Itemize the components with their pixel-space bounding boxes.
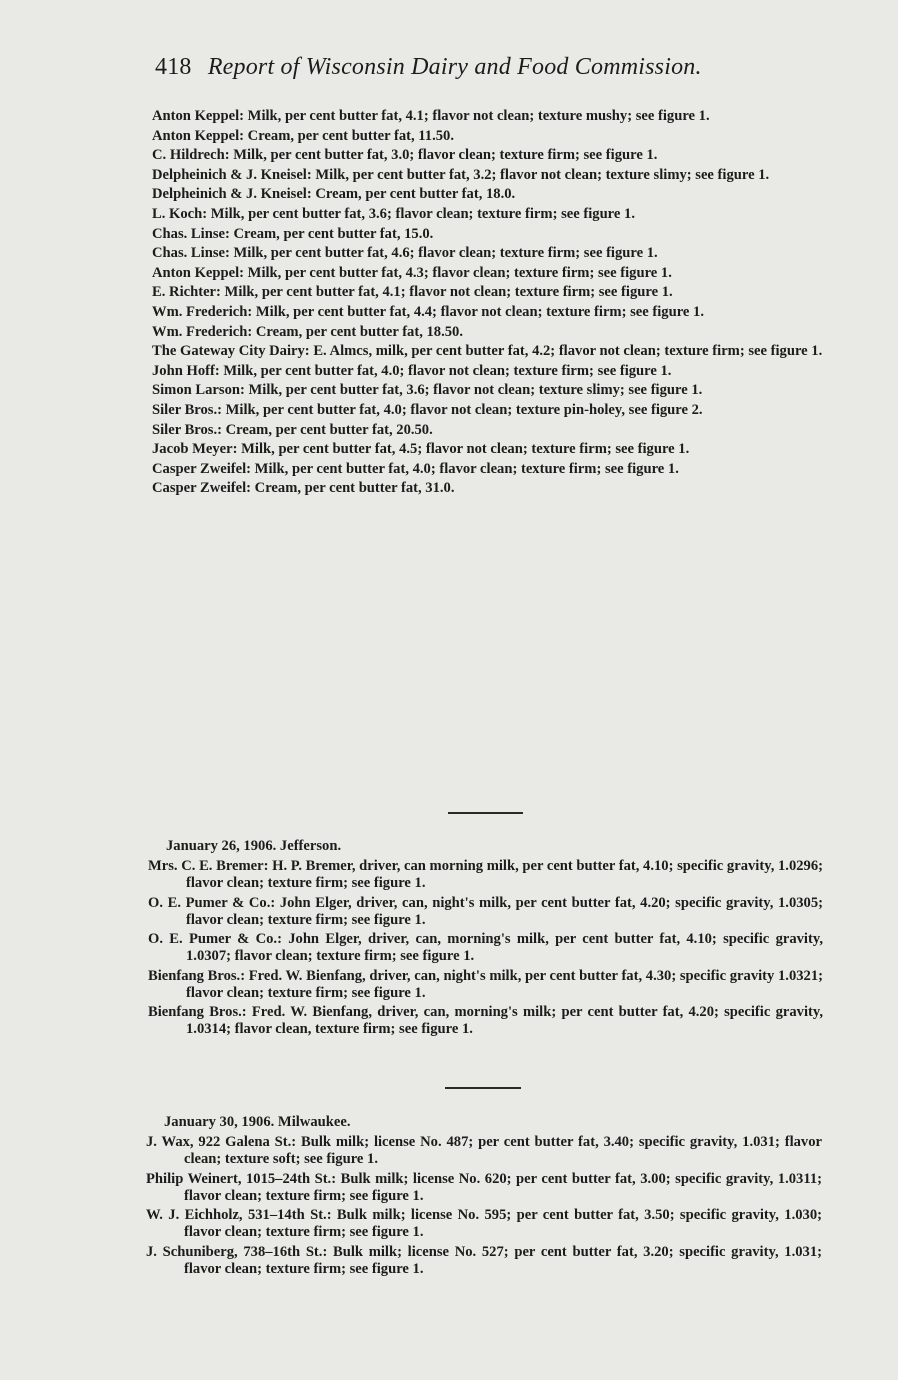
entry: Wm. Frederich: Cream, per cent butter fat, 18.50. [152, 323, 463, 340]
page-number: 418 [155, 54, 192, 80]
section-1 [152, 108, 824, 500]
entry: Jacob Meyer: Milk, per cent butter fat, 4.5; flavor not clean; texture firm; see figure 1. [152, 441, 690, 458]
entry: J. Wax, 922 Galena St.: Bulk milk; license No. 487; per cent butter fat, 3.40; specific gravity, 1.031; flavor clean; texture soft; see figure 1. [146, 1134, 822, 1167]
entry: Casper Zweifel: Cream, per cent butter fat, 31.0. [152, 480, 455, 497]
section-3 [146, 1114, 822, 1280]
entry: W. J. Eichholz, 531–14th St.: Bulk milk; license No. 595; per cent butter fat, 3.50; specific gravity, 1.030; flavor clean; texture firm; see figure 1. [146, 1207, 822, 1241]
entry: Casper Zweifel: Milk, per cent butter fat, 4.0; flavor clean; texture firm; see figure 1. [152, 460, 679, 477]
section-date: January 26, 1906. Jefferson. [166, 838, 342, 854]
section-2 [148, 838, 823, 1041]
entry: Delpheinich & J. Kneisel: Cream, per cent butter fat, 18.0. [152, 186, 516, 203]
section-divider [448, 812, 523, 814]
entry: L. Koch: Milk, per cent butter fat, 3.6; flavor clean; texture firm; see figure 1. [152, 205, 635, 222]
entry: John Hoff: Milk, per cent butter fat, 4.0; flavor not clean; texture firm; see figure 1. [152, 362, 672, 379]
section-divider [445, 1087, 521, 1089]
entry: Siler Bros.: Cream, per cent butter fat, 20.50. [152, 421, 433, 438]
entry: Chas. Linse: Cream, per cent butter fat, 15.0. [152, 225, 434, 242]
entry: Siler Bros.: Milk, per cent butter fat, 4.0; flavor not clean; texture pin-holey, see figure 2. [152, 401, 703, 418]
entry: Philip Weinert, 1015–24th St.: Bulk milk; license No. 620; per cent butter fat, 3.00; specific gravity, 1.0311; flavor clean; texture firm; see figure 1. [146, 1170, 822, 1204]
entry: O. E. Pumer & Co.: John Elger, driver, can, night's milk, per cent butter fat, 4.20; specific gravity, 1.0305; flavor clean; texture firm; see figure 1. [148, 894, 823, 928]
entry: O. E. Pumer & Co.: John Elger, driver, can, morning's milk, per cent butter fat, 4.10; specific gravity, 1.0307; flavor clean; texture firm; see figure 1. [148, 931, 823, 965]
entry: Delpheinich & J. Kneisel: Milk, per cent butter fat, 3.2; flavor not clean; texture slimy; see figure 1. [152, 166, 770, 183]
entry: Chas. Linse: Milk, per cent butter fat, 4.6; flavor clean; texture firm; see figure 1. [152, 245, 658, 262]
entry: Wm. Frederich: Milk, per cent butter fat, 4.4; flavor not clean; texture firm; see figure 1. [152, 303, 704, 320]
entry: Anton Keppel: Milk, per cent butter fat, 4.3; flavor clean; texture firm; see figure 1. [152, 264, 672, 281]
page-header [155, 54, 702, 81]
section-date: January 30, 1906. Milwaukee. [164, 1114, 351, 1130]
entry: Bienfang Bros.: Fred. W. Bienfang, driver, can, morning's milk; per cent butter fat, 4.20; specific gravity, 1.0314; flavor clean, texture firm; see figure 1. [148, 1004, 823, 1038]
entry: Bienfang Bros.: Fred. W. Bienfang, driver, can, night's milk, per cent butter fat, 4.30; specific gravity 1.0321; flavor clean; texture firm; see figure 1. [148, 967, 823, 1001]
entry: C. Hildrech: Milk, per cent butter fat, 3.0; flavor clean; texture firm; see figure 1. [152, 147, 658, 164]
entry: Mrs. C. E. Bremer: H. P. Bremer, driver, can morning milk, per cent butter fat, 4.10; specific gravity, 1.0296; flavor clean; texture firm; see figure 1. [148, 858, 823, 891]
entry: E. Richter: Milk, per cent butter fat, 4.1; flavor not clean; texture firm; see figure 1. [152, 284, 673, 301]
entry: J. Schuniberg, 738–16th St.: Bulk milk; license No. 527; per cent butter fat, 3.20; specific gravity, 1.031; flavor clean; texture firm; see figure 1. [146, 1243, 822, 1277]
entry: Anton Keppel: Cream, per cent butter fat, 11.50. [152, 127, 454, 144]
entry: Anton Keppel: Milk, per cent butter fat, 4.1; flavor not clean; texture mushy; see figure 1. [152, 108, 710, 124]
entry: The Gateway City Dairy: E. Almcs, milk, per cent butter fat, 4.2; flavor not clean; texture firm; see figure 1. [152, 343, 823, 360]
entry: Simon Larson: Milk, per cent butter fat, 3.6; flavor not clean; texture slimy; see figure 1. [152, 382, 703, 399]
running-title: Report of Wisconsin Dairy and Food Commission. [207, 54, 702, 80]
